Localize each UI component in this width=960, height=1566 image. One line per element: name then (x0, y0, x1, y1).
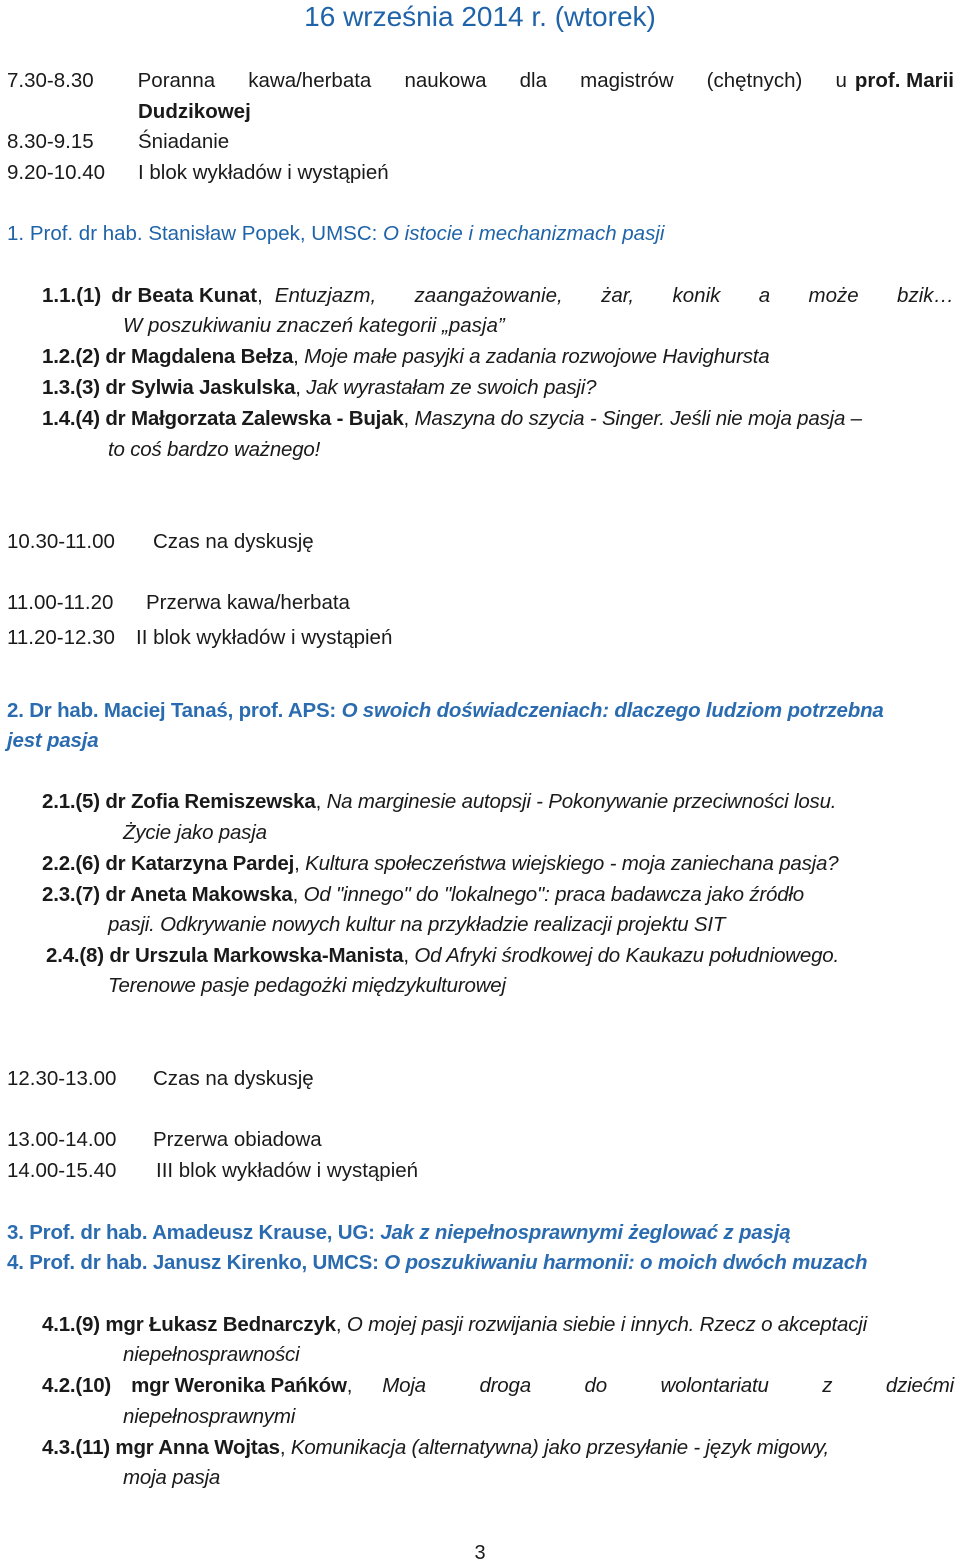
event-text: II blok wykładów i wystąpień (136, 626, 393, 649)
speaker-name: dr Beata Kunat (111, 284, 258, 307)
talk-number: 1.1.(1) (42, 284, 102, 307)
talk-2-3: 2.3.(7) dr Aneta Makowska, Od "innego" do "lokalnego": praca badawcza jako źródło (42, 883, 804, 906)
talk-title-cont: niepełnosprawności (123, 1343, 300, 1366)
talk-4-2: 4.2.(10) mgr Weronika Pańków , Moja droga do wolontariatu z dziećmi (42, 1374, 954, 1397)
time: 13.00-14.00 (7, 1128, 117, 1151)
block-heading-1: 1. Prof. dr hab. Stanisław Popek, UMSC: O istocie i mechanizmach pasji (7, 222, 665, 245)
talk-title-cont: pasji. Odkrywanie nowych kultur na przykładzie realizacji projektu SIT (108, 913, 726, 936)
time: 8.30-9.15 (7, 130, 94, 153)
host-name: prof. Marii (854, 69, 954, 92)
talk-2-1: 2.1.(5) dr Zofia Remiszewska, Na marginesie autopsji - Pokonywanie przeciwności losu. (42, 790, 837, 813)
event-text: Czas na dyskusję (153, 1067, 314, 1090)
block-heading-2: 2. Dr hab. Maciej Tanaś, prof. APS: O swoich doświadczeniach: dlaczego ludziom potrzebna (7, 699, 884, 722)
page-number: 3 (474, 1542, 486, 1564)
talk-title: Entuzjazm, zaangażowanie, żar, konik a może bzik… (274, 284, 954, 307)
event-text: III blok wykładów i wystąpień (156, 1159, 419, 1182)
talk-title-cont: Życie jako pasja (123, 821, 267, 844)
time: 11.20-12.30 (7, 626, 115, 649)
event-text: Poranna kawa/herbata naukowa dla magistrów (chętnych) u (137, 69, 847, 92)
talk-title-cont: moja pasja (123, 1466, 221, 1489)
talk-2-2: 2.2.(6) dr Katarzyna Pardej, Kultura społeczeństwa wiejskiego - moja zaniechana pasja? (42, 852, 839, 875)
talk-1-4: 1.4.(4) dr Małgorzata Zalewska - Bujak, Maszyna do szycia - Singer. Jeśli nie moja pasja – (42, 407, 862, 430)
time: 10.30-11.00 (7, 530, 115, 553)
talk-1-1: 1.1.(1) dr Beata Kunat , Entuzjazm, zaangażowanie, żar, konik a może bzik… (42, 284, 954, 307)
event-text: Przerwa obiadowa (153, 1128, 322, 1151)
page-title: 16 września 2014 r. (wtorek) (304, 1, 656, 32)
event-text: I blok wykładów i wystąpień (138, 161, 389, 184)
event-text: Czas na dyskusję (153, 530, 314, 553)
schedule-row-morning-coffee (7, 68, 954, 94)
talk-title-cont: niepełnosprawnymi (123, 1405, 296, 1428)
talk-4-1: 4.1.(9) mgr Łukasz Bednarczyk, O mojej pasji rozwijania siebie i innych. Rzecz o akceptacji (42, 1313, 867, 1336)
talk-4-3: 4.3.(11) mgr Anna Wojtas, Komunikacja (alternatywna) jako przesyłanie - język migowy, (42, 1436, 829, 1459)
block-heading-4: 4. Prof. dr hab. Janusz Kirenko, UMCS: O poszukiwaniu harmonii: o moich dwóch muzach (7, 1251, 868, 1274)
talk-title-cont: Terenowe pasje pedagożki międzykulturowej (108, 974, 506, 997)
talk-title-cont: to coś bardzo ważnego! (108, 438, 321, 461)
time: 7.30-8.30 (7, 69, 94, 92)
talk-2-4: 2.4.(8) dr Urszula Markowska-Manista, Od Afryki środkowej do Kaukazu południowego. (46, 944, 839, 967)
host-name-cont: Dudzikowej (138, 100, 251, 123)
talk-title-cont: W poszukiwaniu znaczeń kategorii „pasja” (123, 314, 505, 337)
time: 9.20-10.40 (7, 161, 106, 184)
talk-1-2: 1.2.(2) dr Magdalena Bełza, Moje małe pasyjki a zadania rozwojowe Havighursta (42, 345, 770, 368)
event-text: Śniadanie (138, 130, 230, 153)
event-text: Przerwa kawa/herbata (146, 591, 350, 614)
time: 14.00-15.40 (7, 1159, 117, 1182)
time: 11.00-11.20 (7, 591, 114, 614)
talk-1-3: 1.3.(3) dr Sylwia Jaskulska, Jak wyrastałam ze swoich pasji? (42, 376, 597, 399)
time: 12.30-13.00 (7, 1067, 117, 1090)
block-heading-2-cont: jest pasja (7, 729, 99, 752)
block-heading-3: 3. Prof. dr hab. Amadeusz Krause, UG: Jak z niepełnosprawnymi żeglować z pasją (7, 1221, 791, 1244)
